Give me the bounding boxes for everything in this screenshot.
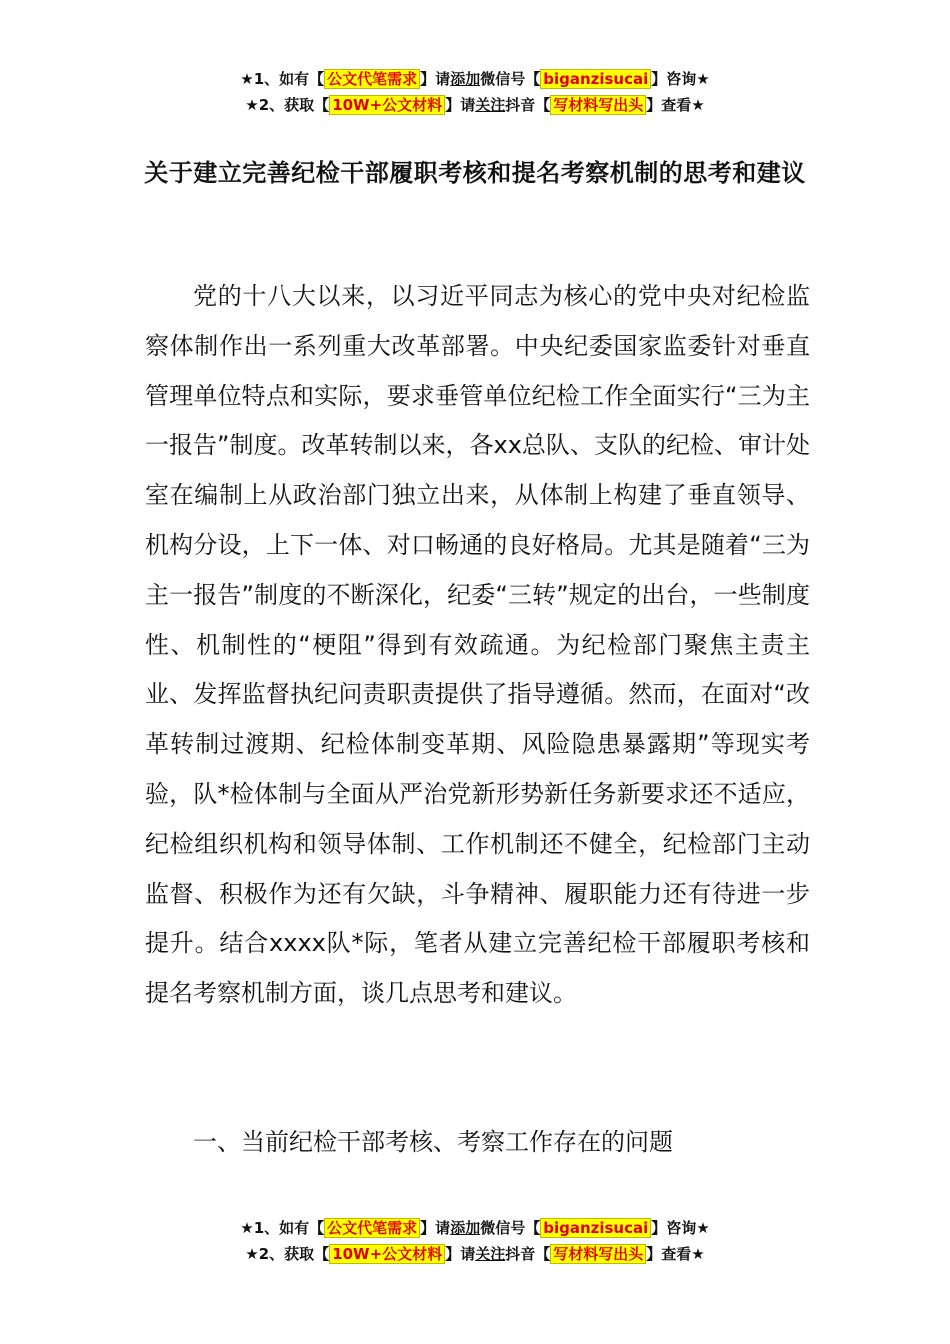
- promo-line-2: [0, 1241, 950, 1267]
- promo-text: ★2、获取【: [245, 96, 330, 114]
- section-heading: 一、当前纪检干部考核、考察工作存在的问题: [193, 1128, 673, 1156]
- body-paragraph: 党的十八大以来，以习近平同志为核心的党中央对纪检监察体制作出一系列重大改革部署。中央纪委国家监委针对垂直管理单位特点和实际，要求垂管单位纪检工作全面实行“三为主一报告”制度。改革转制以来，各xx总队、支队的纪检、审计处室在编制上从政治部门独立出来，从体制上构建了垂直领导、机构分设，上下一体、对口畅通的良好格局。尤其是随着“三为主一报告”制度的不断深化，纪委“三转”规定的出台，一些制度性、机制性的“梗阻”得到有效疏通。为纪检部门聚焦主责主业、发挥监督执纪问责职责提供了指导遵循。然而，在面对“改革转制过渡期、纪检体制变革期、风险隐患暴露期”等现实考验，队*检体制与全面从严治党新形势新任务新要求还不适应，纪检组织机构和领导体制、工作机制还不健全，纪检部门主动监督、积极作为还有欠缺，斗争精神、履职能力还有待进一步提升。结合xxxx队*际，笔者从建立完善纪检干部履职考核和提名考察机制方面，谈几点思考和建议。: [145, 282, 810, 1008]
- promo-douyin-id: 写材料写出头: [550, 1244, 646, 1264]
- promo-banner-bottom: [0, 1215, 950, 1267]
- promo-text: ★1、如有【: [240, 1219, 325, 1237]
- promo-highlight: 公文代笔需求: [324, 69, 420, 89]
- promo-text: 】咨询★: [651, 1219, 710, 1237]
- promo-text: 】请: [445, 96, 476, 114]
- promo-text: 微信号【: [480, 70, 541, 88]
- promo-line-1: [0, 66, 950, 92]
- promo-text: 】请: [420, 70, 451, 88]
- promo-text: 】请: [420, 1219, 451, 1237]
- document-title: 关于建立完善纪检干部履职考核和提名考察机制的思考和建议: [144, 159, 806, 187]
- promo-wechat-id: biganzisucai: [540, 1218, 651, 1238]
- promo-highlight: 公文代笔需求: [324, 1218, 420, 1238]
- promo-text: 】查看★: [646, 1245, 705, 1263]
- promo-text: 抖音【: [505, 1245, 551, 1263]
- promo-text: 抖音【: [505, 96, 551, 114]
- promo-emphasis: 关注: [475, 96, 506, 114]
- promo-line-1: [0, 1215, 950, 1241]
- promo-emphasis: 关注: [475, 1245, 506, 1263]
- promo-emphasis: 添加: [450, 70, 481, 88]
- promo-highlight: 10W+公文材料: [329, 95, 445, 115]
- promo-text: 】咨询★: [651, 70, 710, 88]
- promo-douyin-id: 写材料写出头: [550, 95, 646, 115]
- promo-text: 微信号【: [480, 1219, 541, 1237]
- promo-text: ★1、如有【: [240, 70, 325, 88]
- promo-line-2: [0, 92, 950, 118]
- promo-highlight: 10W+公文材料: [329, 1244, 445, 1264]
- promo-text: ★2、获取【: [245, 1245, 330, 1263]
- promo-banner-top: [0, 66, 950, 118]
- promo-emphasis: 添加: [450, 1219, 481, 1237]
- promo-wechat-id: biganzisucai: [540, 69, 651, 89]
- promo-text: 】请: [445, 1245, 476, 1263]
- promo-text: 】查看★: [646, 96, 705, 114]
